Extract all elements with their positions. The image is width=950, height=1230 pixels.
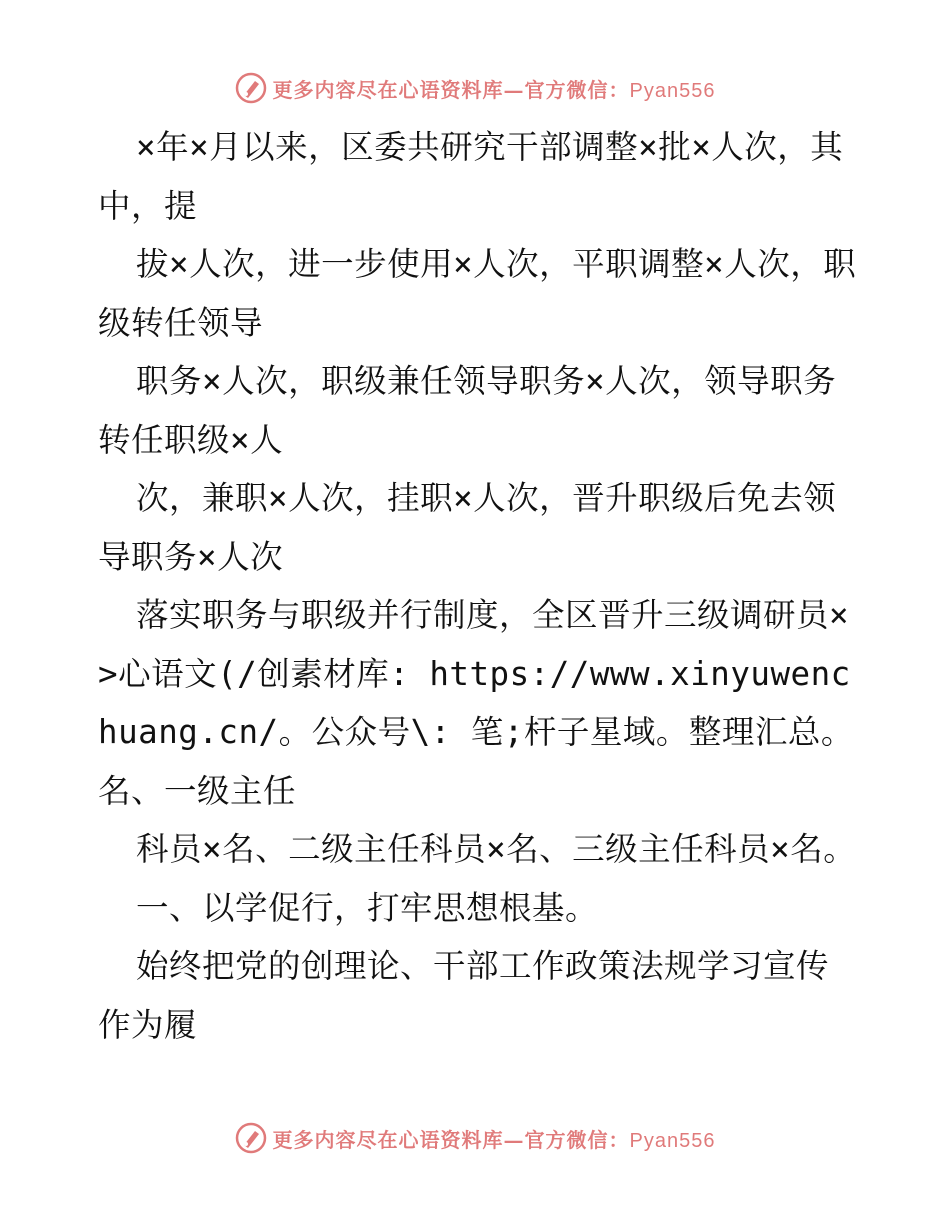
paragraph-6: 科员×名、二级主任科员×名、三级主任科员×名。 <box>136 830 857 868</box>
document-body <box>98 118 858 1054</box>
header-banner-text <box>273 74 716 103</box>
page-footer-banner <box>0 1122 950 1154</box>
header-wechat-label: 官方微信： <box>524 77 630 102</box>
footer-wechat-label: 官方微信： <box>524 1127 630 1152</box>
header-wechat-id: Pyan556 <box>629 79 716 102</box>
paragraph-7: 始终把党的创理论、干部工作政策法规学习宣传作为履 <box>98 947 830 1044</box>
header-separator: — <box>503 77 525 102</box>
footer-banner-text <box>273 1124 716 1153</box>
page-header-banner <box>0 72 950 104</box>
section-heading: 一、以学促行，打牢思想根基。 <box>136 888 599 927</box>
paragraph-1: ×年×月以来，区委共研究干部调整×批×人次，其中，提 <box>98 128 844 225</box>
paragraph-2: 拔×人次，进一步使用×人次，平职调整×人次，职级转任领导 <box>98 245 857 342</box>
footer-separator: — <box>503 1127 525 1152</box>
header-slogan: 更多内容尽在心语资料库 <box>272 77 504 102</box>
footer-slogan: 更多内容尽在心语资料库 <box>272 1127 504 1152</box>
paragraph-3: 职务×人次，职级兼任领导职务×人次，领导职务转任职级×人 <box>98 362 837 459</box>
paragraph-5: 落实职务与职级并行制度，全区晋升三级调研员×>心语文(/创素材库: https://www.xinyuwenchuang.cn/。公众号\: 笔;杆子星域。整理汇总。名、一级主任 <box>98 596 854 810</box>
pen-nib-logo-icon <box>235 1122 267 1154</box>
pen-nib-logo-icon <box>235 72 267 104</box>
paragraph-4: 次，兼职×人次，挂职×人次，晋升职级后免去领导职务×人次 <box>98 479 837 576</box>
footer-wechat-id: Pyan556 <box>629 1129 716 1152</box>
